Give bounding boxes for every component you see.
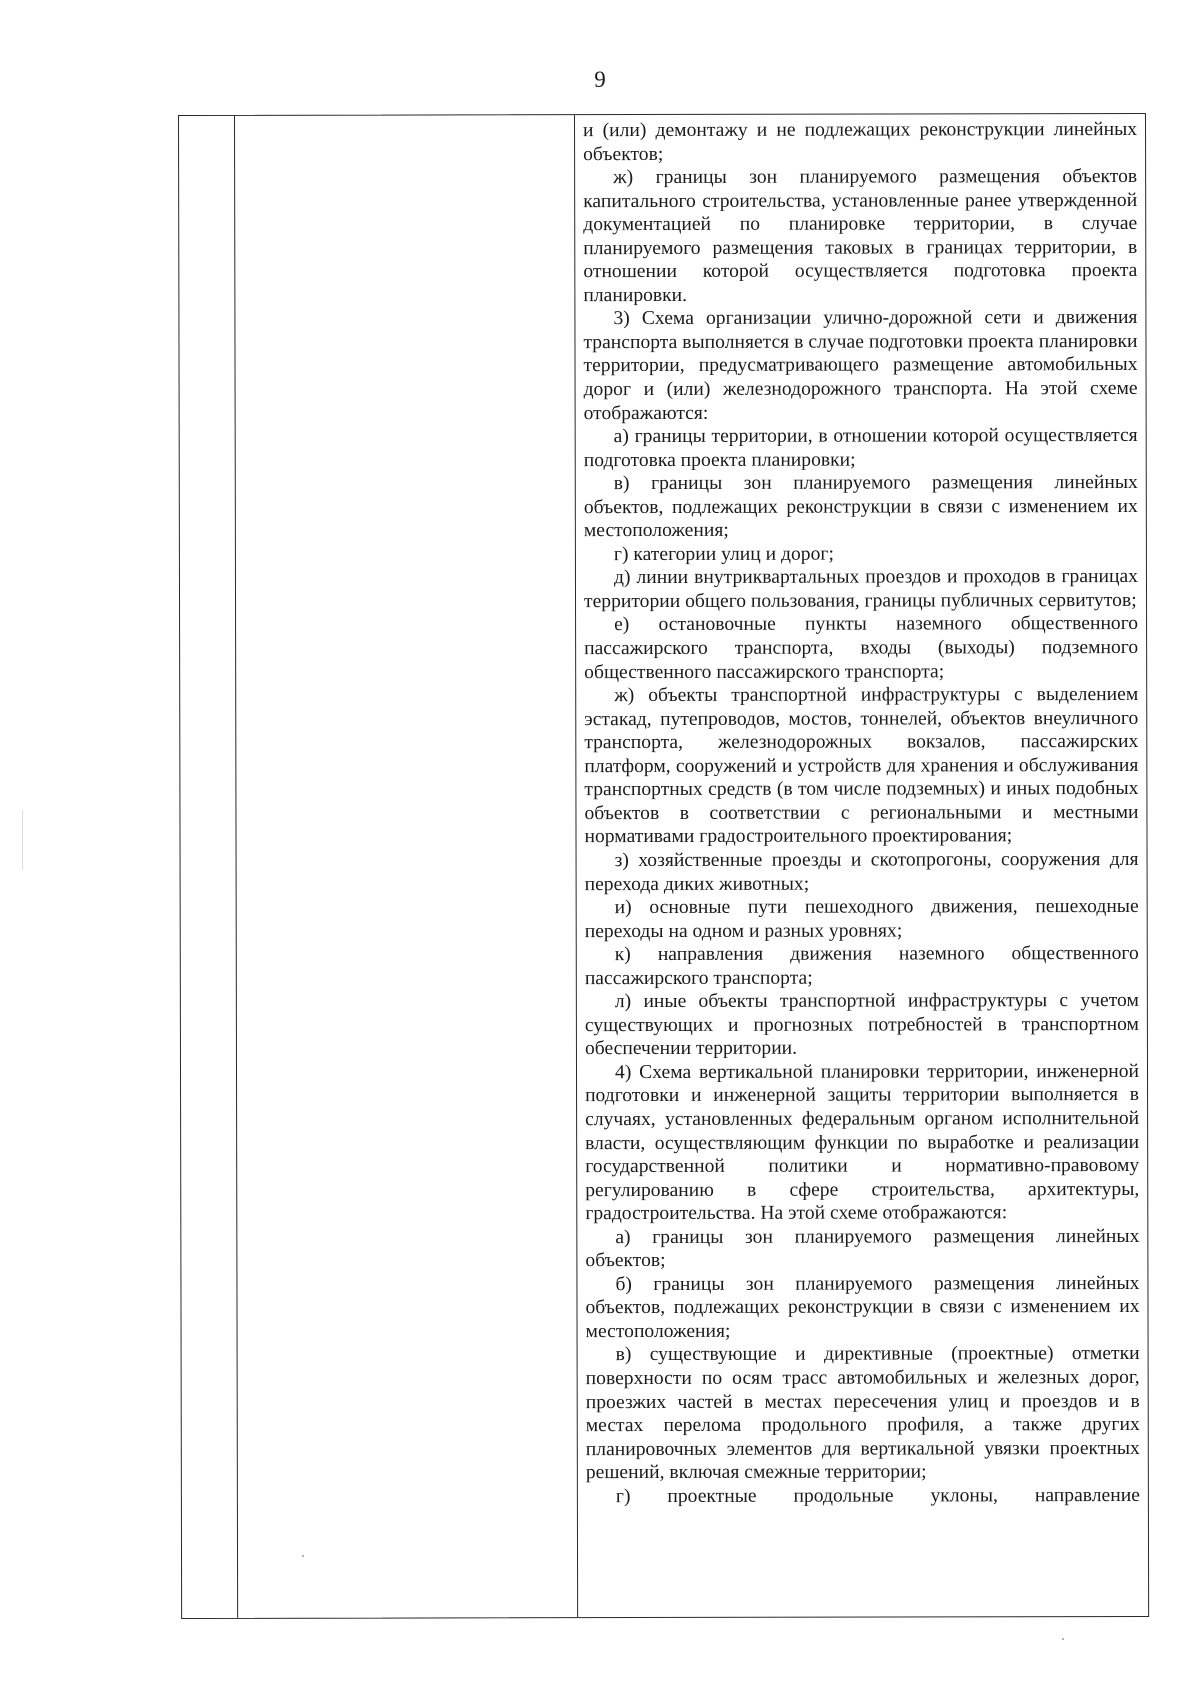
paragraph: к) направления движения наземного общественного пассажирского транспорта; bbox=[584, 943, 1139, 989]
scan-speck bbox=[1062, 1638, 1064, 1640]
paragraph: г) проектные продольные уклоны, направление bbox=[615, 1484, 1140, 1507]
paragraph: г) категории улиц и дорог; bbox=[613, 543, 834, 565]
table-cell-content bbox=[583, 118, 1140, 1508]
paragraph: д) линии внутриквартальных проездов и проходов в границах территории общего пользования, границы публичных сервитутов; bbox=[583, 566, 1138, 613]
paragraph: и (или) демонтажу и не подлежащих реконструкции линейных объектов; bbox=[583, 118, 1138, 165]
document-table bbox=[178, 113, 1149, 1619]
paragraph: ж) границы зон планируемого размещения объектов капитального строительства, установленные ранее утвержденной документацией по планировке территории, в случае планируемого размещения таковых в границах территории, в отношении которой осуществляется подготовка проекта планировки. bbox=[583, 166, 1138, 306]
paragraph: 4) Схема вертикальной планировки территории, инженерной подготовки и инженерной защиты территории выполняется в случаях, установленных федеральным органом исполнительной власти, осуществляющим функции по выработке и реализации государственной политики и нормативно-правовому регулированию в сфере строительства, архитектуры, градостроительства. На этой схеме отображаются: bbox=[585, 1060, 1140, 1225]
paragraph: 3) Схема организации улично-дорожной сети и движения транспорта выполняется в случае подготовки проекта планировки территории, предусматривающего размещение автомобильных дорог и (или) железнодорожного транспорта. На этой схеме отображаются: bbox=[583, 307, 1138, 424]
paragraph: з) хозяйственные проезды и скотопрогоны, сооружения для перехода диких животных; bbox=[584, 848, 1139, 895]
paragraph: в) существующие и директивные (проектные) отметки поверхности по осям трасс автомобильных и железных дорог, проезжих частей в местах пересечения улиц и проездов и в местах перелома продольного профиля, а также других планировочных элементов для вертикальной увязки проектных решений, включая смежные территории; bbox=[585, 1343, 1140, 1484]
paragraph: а) границы зон планируемого размещения линейных объектов; bbox=[585, 1225, 1140, 1272]
page-number: 9 bbox=[594, 67, 606, 92]
scan-edge-mark bbox=[22, 810, 23, 870]
paragraph: ж) объекты транспортной инфраструктуры с выделением эстакад, путепроводов, мостов, тоннелей, объектов внеуличного транспорта, железнодорожных вокзалов, пассажирских платформ, сооружений и устройств для хранения и обслуживания транспортных средств (в том числе подземных) и иных подобных объектов в соответствии с региональными и местными нормативами градостроительного проектирования; bbox=[584, 684, 1139, 848]
paragraph: в) границы зон планируемого размещения линейных объектов, подлежащих реконструкции в связи с изменением их местоположения; bbox=[583, 472, 1138, 542]
table-column-divider bbox=[234, 116, 238, 1618]
paragraph: е) остановочные пункты наземного общественного пассажирского транспорта, входы (выходы) подземного общественного пассажирского транспорта; bbox=[584, 613, 1139, 683]
paragraph: и) основные пути пешеходного движения, пешеходные переходы на одном и разных уровнях; bbox=[584, 896, 1139, 942]
paragraph: б) границы зон планируемого размещения линейных объектов, подлежащих реконструкции в связи с изменением их местоположения; bbox=[585, 1272, 1140, 1343]
paragraph: а) границы территории, в отношении которой осуществляется подготовка проекта планировки; bbox=[583, 425, 1138, 471]
table-column-divider bbox=[574, 115, 578, 1617]
paragraph: л) иные объекты транспортной инфраструктуры с учетом существующих и прогнозных потребностей в транспортном обеспечении территории. bbox=[584, 990, 1139, 1060]
